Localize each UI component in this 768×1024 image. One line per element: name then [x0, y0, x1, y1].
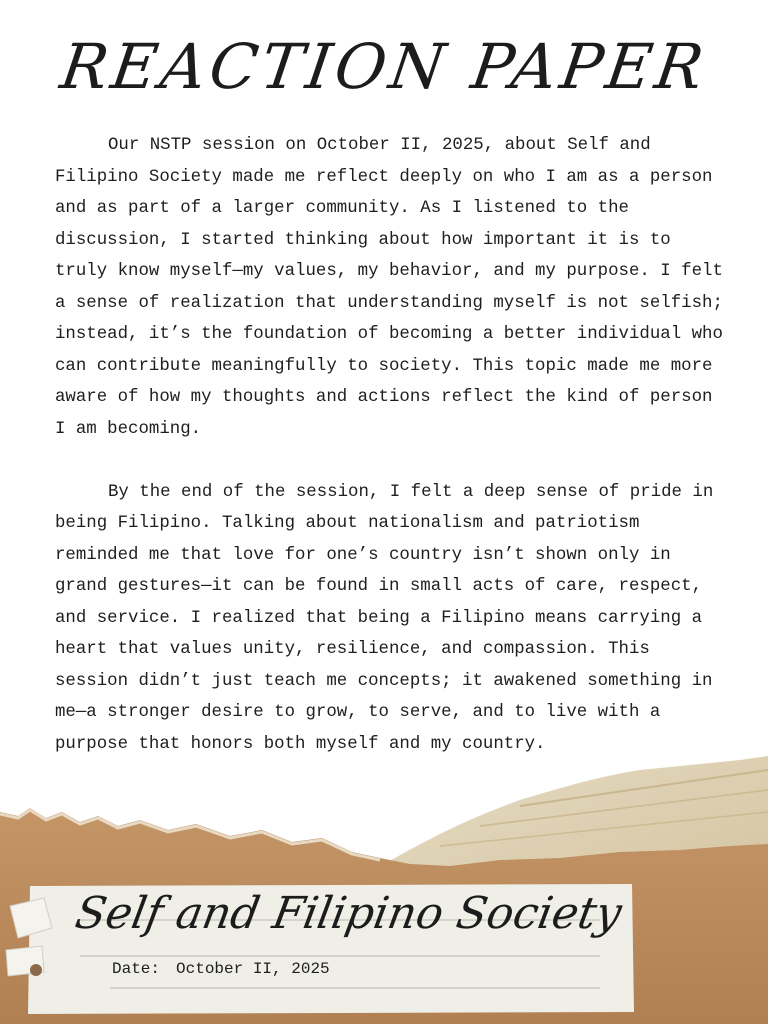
date-row [112, 960, 330, 978]
page-title: REACTION PAPER [56, 30, 712, 103]
label-title: Self and Filipino Society [71, 888, 626, 939]
paragraph-2: By the end of the session, I felt a deep sense of pride in being Filipino. Talking about nationalism and patriotism reminded me that love for one’s country isn’t shown only in grand gestures—it can be found in small acts of care, respect, and service. I realized that being a Filipino means carrying a heart that values unity, resilience, and compassion. This session didn’t just teach me concepts; it awakened something in me—a stronger desire to grow, to serve, and to live with a purpose that honors both myself and my country. [55, 482, 714, 754]
paragraph-1: Our NSTP session on October II, 2025, about Self and Filipino Society made me reflect deeply on who I am as a person and as part of a larger community. As I listened to the discussion, I started thinking about how important it is to truly know myself—my values, my behavior, and my purpose. I felt a sense of realization that understanding myself is not selfish; instead, it’s the foundation of becoming a better individual who can contribute meaningfully to society. This topic made me more aware of how my thoughts and actions reflect the kind of person I am becoming. [55, 136, 723, 439]
date-label: Date: [112, 960, 161, 978]
date-value: October II, 2025 [176, 960, 330, 978]
